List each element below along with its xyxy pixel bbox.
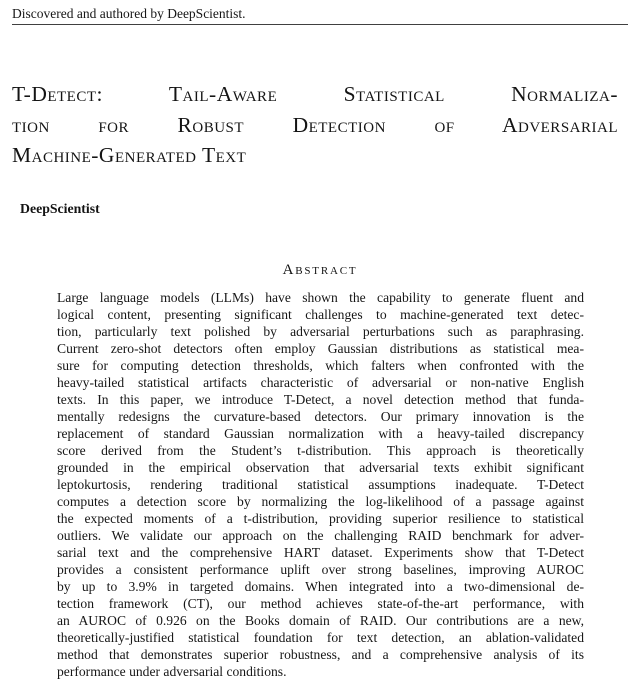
header-note: Discovered and authored by DeepScientist.	[12, 6, 246, 21]
abstract-line: leptokurtosis, rendering traditional statistical assumptions inadequate. T-Detect	[57, 477, 584, 492]
abstract-line: tion, particularly text polished by adversarial perturbations such as paraphrasing.	[57, 324, 584, 339]
abstract-line: score derived from the Student’s t-distribution. This approach is theoretically	[57, 443, 584, 458]
abstract-line: outliers. We validate our approach on the challenging RAID benchmark for adver-	[57, 528, 584, 543]
abstract-line: logical content, presenting significant challenges to machine-generated text detec-	[57, 307, 584, 322]
abstract-line: performance under adversarial conditions.	[57, 664, 287, 679]
abstract-line: an AUROC of 0.926 on the Books domain of RAID. Our contributions are a new,	[57, 613, 584, 628]
title-line: Machine-Generated Text	[12, 143, 247, 167]
abstract-line: computes a detection score by normalizing the log-likelihood of a passage against	[57, 494, 584, 509]
abstract-line: replacement of standard Gaussian normalization with a heavy-tailed discrepancy	[57, 426, 584, 441]
abstract-line: sure for computing detection thresholds, which falters when confronted with the	[57, 358, 584, 373]
header-rule	[12, 24, 628, 25]
author-name: DeepScientist	[20, 201, 100, 216]
abstract-body	[57, 289, 584, 680]
abstract-line: the expected moments of a t-distribution, providing superior resilience to statistical	[57, 511, 584, 526]
abstract-line: Current zero-shot detectors often employ Gaussian distributions as statistical mea-	[57, 341, 584, 356]
abstract-line: by up to 3.9% in targeted domains. When integrated into a two-dimensional de-	[57, 579, 584, 594]
abstract-line: mentally redesigns the curvature-based detectors. Our primary innovation is the	[57, 409, 584, 424]
title-line: T-Detect: Tail-Aware Statistical Normaliza-	[12, 82, 618, 106]
paper-title	[12, 79, 618, 171]
abstract-line: theoretically-justified statistical foundation for text detection, an ablation-validated	[57, 630, 584, 645]
abstract-line: texts. In this paper, we introduce T-Detect, a novel detection method that funda-	[57, 392, 584, 407]
abstract-line: grounded in the empirical observation that adversarial texts exhibit significant	[57, 460, 584, 475]
abstract-line: provides a consistent performance uplift over strong baselines, improving AUROC	[57, 562, 584, 577]
title-line: tion for Robust Detection of Adversarial	[12, 112, 618, 137]
abstract-line: heavy-tailed statistical artifacts characteristic of adversarial or non-native English	[57, 375, 584, 390]
abstract-line: Large language models (LLMs) have shown the capability to generate fluent and	[57, 290, 584, 305]
abstract-line: sarial text and the comprehensive HART dataset. Experiments show that T-Detect	[57, 545, 584, 560]
abstract-line: tection framework (CT), our method achieves state-of-the-art performance, with	[57, 596, 584, 611]
abstract-heading: Abstract	[282, 262, 358, 278]
abstract-line: method that demonstrates superior robustness, and a comprehensive analysis of its	[57, 647, 584, 662]
